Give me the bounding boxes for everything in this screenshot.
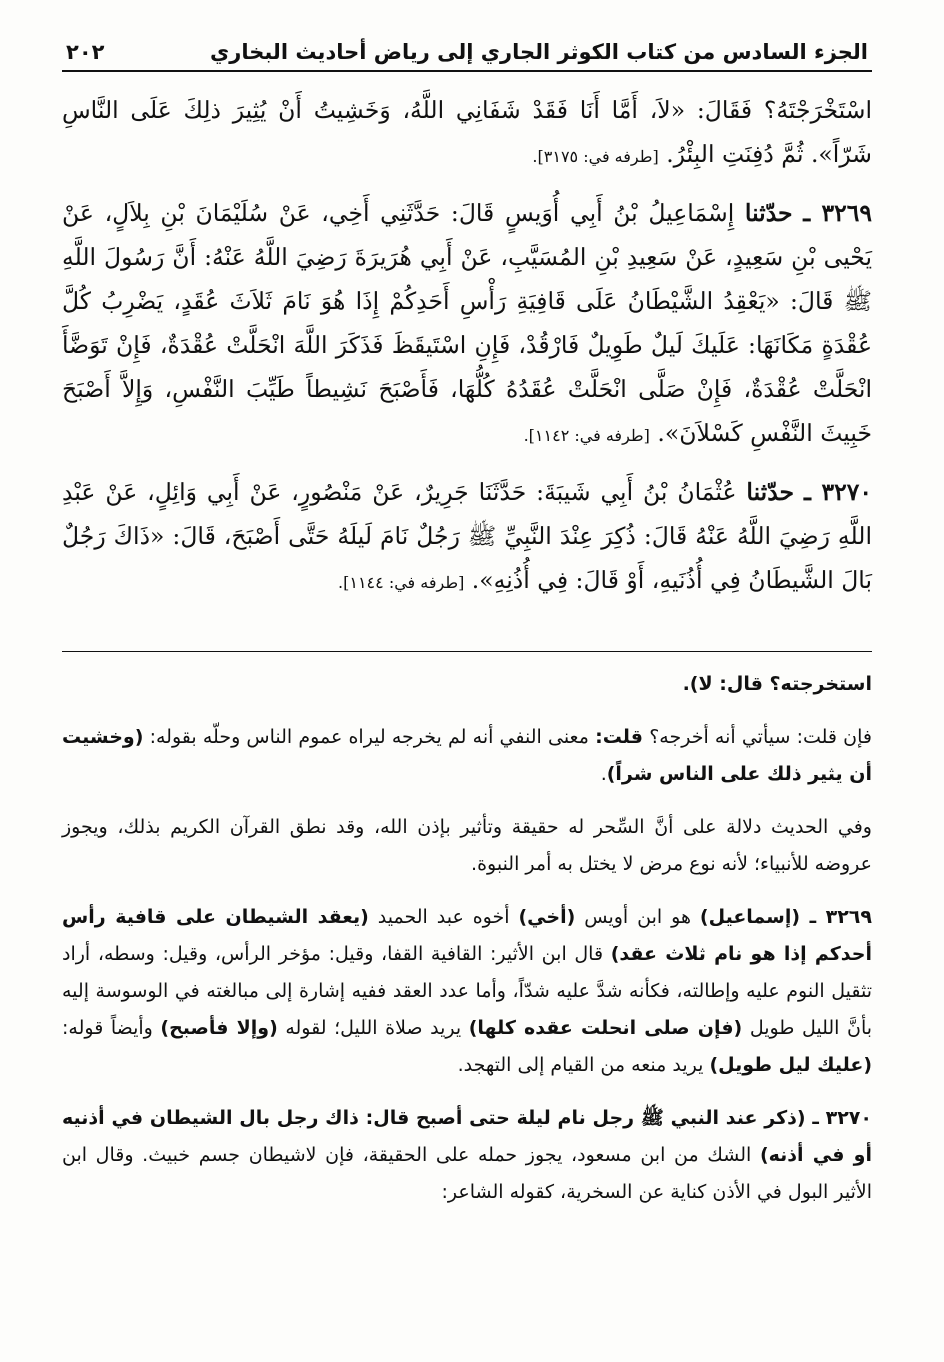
quoted-phrase: (فإن صلى انحلت عقده كلها) (468, 1017, 743, 1039)
commentary-paragraph (62, 1100, 872, 1211)
book-page (62, 40, 872, 1227)
commentary-text: هو ابن أويس (584, 906, 691, 928)
quoted-phrase: ٣٢٦٩ ـ (إسماعيل) (699, 906, 872, 928)
commentary-text: . (600, 763, 607, 785)
section-divider (62, 651, 872, 652)
page-number: ٢٠٢ (66, 40, 105, 64)
quoted-phrase: (وإلا فأصبح) (160, 1017, 278, 1039)
hadith-body: عُثْمَانُ بْنُ أَبِي شَيبَةَ: حَدَّثَنَا جَرِيرٌ، عَنْ مَنْصُورٍ، عَنْ أَبِي وَائِلٍ، عَنْ عَبْدِ اللَّهِ رَضِيَ اللَّهُ عَنْهُ قَالَ: ذُكِرَ عِنْدَ النَّبِيِّ ﷺ رَجُلٌ نَامَ لَيلَهُ حَتَّى أَصْبَحَ، قَالَ: «ذَاكَ رَجُلٌ بَالَ الشَّيطَانُ فِي أُذُنَيهِ، أَوْ قَالَ: فِي أُذُنِهِ». (62, 478, 872, 594)
hadith-number: ٣٢٧٠ ـ (803, 478, 872, 506)
commentary-block (62, 666, 872, 1211)
commentary-text: أخوه عبد الحميد (377, 906, 510, 928)
quoted-phrase: قلت: (595, 726, 644, 748)
hadith-3270 (62, 470, 872, 605)
narration-lead: حدّثنا (746, 478, 795, 506)
hadith-3269 (62, 191, 872, 458)
hadith-text-block (62, 88, 872, 605)
quoted-phrase: (وخشيت أن يثير ذلك على الناس شراً) (62, 726, 872, 785)
running-header (62, 40, 872, 72)
narration-lead: حدّثنا (744, 199, 793, 227)
commentary-text: يريد صلاة الليل؛ لقوله (285, 1017, 462, 1039)
commentary-text: وفي الحديث دلالة على أنَّ السِّحر له حقيقة وتأثير بإذن الله، وقد نطق القرآن الكريم بذلك، ويجوز عروضه للأنبياء؛ لأنه نوع مرض لا يختل به أمر النبوة. (62, 816, 872, 875)
commentary-text: وأيضاً قوله: (62, 1017, 153, 1039)
continuation-text: اسْتَخْرَجْتَهُ؟ فَقَالَ: «لاَ، أَمَّا أَنَا فَقَدْ شَفَانِي اللَّهُ، وَخَشِيتُ أَنْ يُثِيرَ ذلِكَ عَلَى النَّاسِ شَرّاً». ثُمَّ دُفِنَتِ البِئْرُ. (62, 96, 872, 168)
commentary-paragraph (62, 666, 872, 703)
commentary-text: يريد منعه من القيام إلى التهجد. (457, 1054, 704, 1076)
quoted-phrase: (أخي) (518, 906, 576, 928)
cross-reference: [طرفه في: ١١٤٤]. (338, 573, 465, 592)
commentary-paragraph (62, 899, 872, 1084)
quoted-phrase: استخرجته؟ قال: لا). (682, 673, 872, 695)
quoted-phrase: (عليك ليل طويل) (709, 1054, 872, 1076)
cross-reference: [طرفه في: ١١٤٢]. (523, 426, 650, 445)
header-title: الجزء السادس من كتاب الكوثر الجاري إلى رياض أحاديث البخاري (210, 40, 868, 64)
hadith-number: ٣٢٦٩ ـ (803, 199, 872, 227)
hadith-continuation (62, 88, 872, 179)
commentary-text: الشك من ابن مسعود، يجوز حمله على الحقيقة، فإن لاشيطان جسم خبيث. وقال ابن الأثير البول في الأذن كناية عن السخرية، كقوله الشاعر: (62, 1144, 872, 1203)
quoted-phrase: ٣٢٧٠ ـ (ذكر عند النبي ﷺ رجل نام ليلة حتى أصبح قال: ذاك رجل بال الشيطان في أذنيه أو في أذنه) (62, 1107, 872, 1166)
commentary-text: معنى النفي أنه لم يخرجه ليراه عموم الناس وحلّه بقوله: (149, 726, 589, 748)
commentary-text: قال ابن الأثير: القافية القفا، وقيل: مؤخر الرأس، وقيل: وسطه، أراد تثقيل النوم عليه وإطالته، فكأنه شدَّ عليه شدّاً، وأما عدد العقد ففيه إشارة إلى مبالغته في الوسوسة إليه بأنَّ الليل طويل (62, 943, 873, 1039)
commentary-paragraph (62, 719, 872, 793)
hadith-body: إِسْمَاعِيلُ بْنُ أَبِي أُوَيسٍ قَالَ: حَدَّثَنِي أَخِي، عَنْ سُلَيْمَانَ بْنِ بِلاَلٍ، عَنْ يَحْيى بْنِ سَعِيدٍ، عَنْ سَعِيدِ بْنِ المُسَيَّبِ، عَنْ أَبِي هُرَيرَةَ رَضِيَ اللَّهُ عَنْهُ: أَنَّ رَسُولَ اللَّهِ ﷺ قَالَ: «يَعْقِدُ الشَّيْطَانُ عَلَى قَافِيَةِ رَأْسِ أَحَدِكُمْ إِذَا هُوَ نَامَ ثَلاَثَ عُقَدٍ، يَضْرِبُ كُلَّ عُقْدَةٍ مَكَانَهَا: عَلَيكَ لَيلٌ طَوِيلٌ فَارْقُدْ، فَإِنِ اسْتَيقَظَ فَذَكَرَ اللَّهَ انْحَلَّتْ عُقْدَةٌ، فَإِنْ تَوَضَّأَ انْحَلَّتْ عُقْدَةٌ، فَإِنْ صَلَّى انْحَلَّتْ عُقَدُهُ كُلُّهَا، فَأَصْبَحَ نَشِيطاً طَيِّبَ النَّفْسِ، وَإِلاَّ أَصْبَحَ خَبِيثَ النَّفْسِ كَسْلاَنَ». (62, 199, 872, 447)
commentary-text: فإن قلت: سيأتي أنه أخرجه؟ (649, 726, 873, 748)
commentary-paragraph (62, 809, 872, 883)
cross-reference: [طرفه في: ٣١٧٥]. (532, 147, 659, 166)
quoted-phrase: (يعقد الشيطان على قافية رأس أحدكم إذا هو نام ثلاث عقد) (62, 906, 872, 965)
